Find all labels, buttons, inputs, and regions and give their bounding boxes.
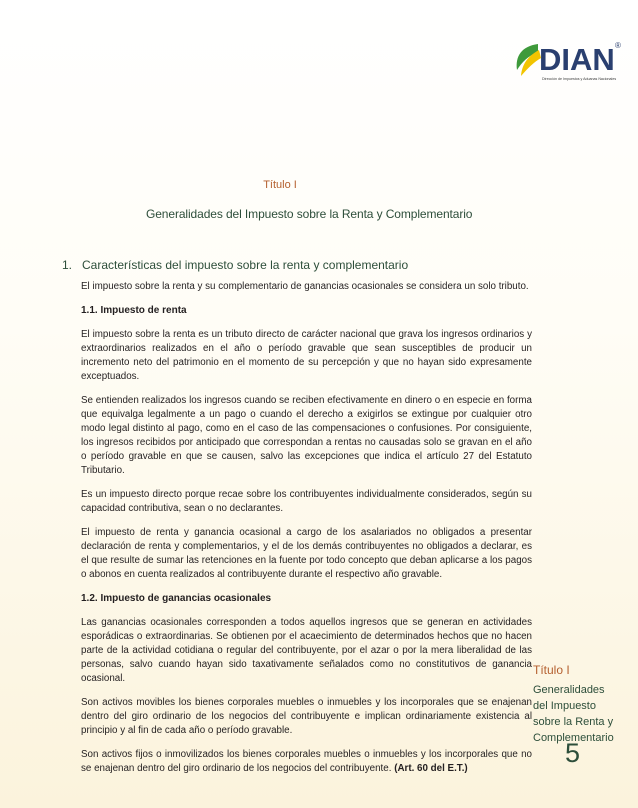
sidebar-line: Complementario [533, 732, 614, 744]
main-content [81, 280, 532, 786]
paragraph: El impuesto de renta y ganancia ocasional a cargo de los asalariados no obligados a presentar declaración de renta y complementarios, y el de los demás contribuyentes no obligados a declarar, es el que resulte de sumar las retenciones en la fuente por todo concepto que deban aplicarse a los pagos o abonos en cuenta realizados al contribuyente durante el respectivo año gravable. [81, 527, 532, 580]
sidebar-tab [533, 662, 633, 746]
sidebar-line: Generalidades [533, 684, 605, 696]
subsection-heading-1-2: 1.2. Impuesto de ganancias ocasionales [81, 593, 272, 604]
page-number: 5 [565, 738, 581, 768]
section-number: 1. [62, 258, 73, 272]
paragraph: Las ganancias ocasionales corresponden a todos aquellos ingresos que se generan en actividades esporádicas o extraordinarias. Se obtienen por el acaecimiento de determinados hechos que no hacen parte de la actividad cotidiana o regular del contribuyente, por el azar o por la mera liberalidad de las personas, salvo cuando hayan sido taxativamente señalados como no constitutivos de ganancia ocasional. [81, 617, 532, 684]
registered-mark: ® [615, 41, 621, 50]
paragraph: Se entienden realizados los ingresos cuando se reciben efectivamente en dinero o en especie en forma que equivalga legalmente a un pago o cuando el derecho a exigirlos se extingue por cualquier otro modo legal distinto al pago, como en el caso de las compensaciones o confusiones. Por consiguiente, los ingresos recibidos por anticipado que correspondan a rentas no causadas solo se gravan en el año o período gravable en que se causen, salvo las excepciones que indica el artículo 27 del Estatuto Tributario. [81, 395, 532, 476]
paragraph: El impuesto sobre la renta es un tributo directo de carácter nacional que grava los ingresos ordinarios y extraordinarios realizados en el año o período gravable que sean susceptibles de producir un incremento neto del patrimonio en el momento de su percepción y que no hayan sido expresamente exceptuados. [81, 329, 532, 382]
paragraph-text: Son activos fijos o inmovilizados los bienes corporales muebles o inmuebles y los incorporales que no se enajenan dentro del giro ordinario de los negocios del contribuyente. [81, 749, 532, 774]
page-subtitle: Generalidades del Impuesto sobre la Renta y Complementario [146, 207, 473, 221]
logo-wordmark: DIAN [539, 42, 615, 77]
article-reference: (Art. 60 del E.T.) [394, 763, 468, 774]
section-heading [62, 258, 408, 272]
section-title: Características del impuesto sobre la renta y complementario [82, 258, 409, 272]
paragraph [81, 748, 532, 776]
sidebar-title: Título I [533, 663, 570, 677]
page-title: Título I [263, 179, 297, 191]
paragraph: Es un impuesto directo porque recae sobre los contribuyentes individualmente considerados, según su capacidad contributiva, sean o no declarantes. [81, 489, 532, 514]
subsection-heading-1-1: 1.1. Impuesto de renta [81, 305, 187, 316]
dian-logo [512, 40, 626, 88]
sidebar-line: sobre la Renta y [533, 716, 614, 728]
sidebar-line: del Impuesto [533, 700, 596, 712]
section-intro: El impuesto sobre la renta y su complementario de ganancias ocasionales se considera un solo tributo. [81, 281, 529, 292]
paragraph: Son activos movibles los bienes corporales muebles o inmuebles y los incorporales que se enajenan dentro del giro ordinario de los negocios del contribuyente e implican ordinariamente existencia al principio y al fin de cada año o período gravable. [81, 697, 532, 736]
logo-tagline: Dirección de Impuestos y Aduanas Nacionales [542, 77, 617, 81]
